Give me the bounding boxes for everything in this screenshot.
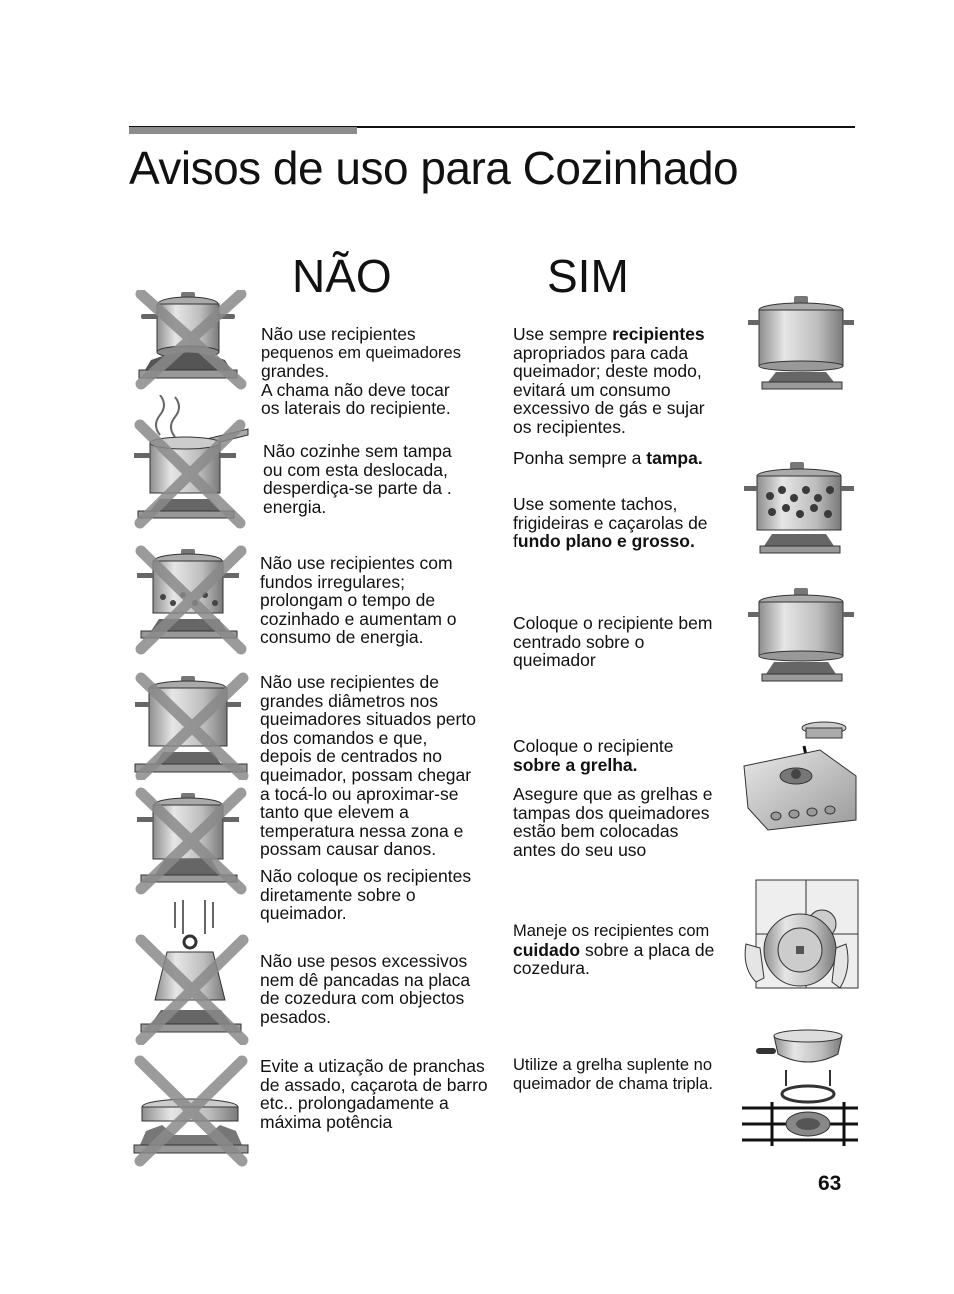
spare-grid-triple-burner-illustration	[742, 1024, 860, 1152]
centered-pot-illustration	[748, 586, 858, 690]
sim-text-on-grid: Coloque o recipiente sobre a grelha.	[513, 736, 674, 775]
hob-with-grid-illustration	[740, 716, 860, 832]
sim-text-centered: Coloque o recipiente bem centrado sobre o queimador	[513, 613, 713, 671]
page-title: Avisos de uso para Cozinhado	[129, 142, 739, 194]
pot-icon	[748, 296, 854, 371]
nao-text-direct-burner: Não coloque os recipientes diretamente sobre o queimador.	[260, 866, 472, 924]
nao-text-griddle: Evite a utização de pranchas de assado, caçarota de barro etc.. prolongadamente a máxima potência	[260, 1056, 488, 1132]
pot-icon	[744, 462, 854, 530]
sim-text-grids-placed: Asegure que as grelhas e tampas dos queimadores estão bem colocadas antes do seu uso	[513, 784, 713, 860]
nao-text-large-diameter: Não use recipientes de grandes diâmetros nos queimadores situados perto dos comandos e que, depois de centrados no queimador, possam chegar a tocá-lo ou aproximar-se tanto que elevem a temperatura nessa zona e possam causar danos.	[260, 672, 476, 860]
nao-text-no-lid: Não cozinhe sem tampa ou com esta deslocada, desperdiça-se parte da . energia.	[263, 441, 452, 517]
large-pot-near-controls-illustration	[133, 672, 251, 780]
nao-text-heavy-weights: Não use pesos excessivos nem dê pancadas na placa de cozedura com objectos pesados.	[260, 951, 471, 1027]
handle-with-care-illustration	[740, 878, 862, 1002]
nao-text-irregular-bottom: Não use recipientes com fundos irregulares; prolongam o tempo de cozinhado e aumentam o consumo de energia.	[260, 553, 457, 648]
sim-text-handle-care: Maneje os recipientes com cuidado sobre a placa de cozedura.	[513, 922, 715, 979]
sim-heading: SIM	[547, 250, 629, 302]
nao-text-small-pot: Não use recipientes pequenos em queimadores grandes. A chama não deve tocar os laterais do recipiente.	[261, 324, 461, 419]
header-accent-bar	[129, 127, 357, 134]
sim-text-spare-grid: Utilize a grelha suplente no queimador de chama tripla.	[513, 1056, 713, 1093]
griddle-plate-illustration	[132, 1055, 250, 1167]
flat-thick-bottom-pot-illustration	[744, 460, 858, 564]
irregular-bottom-pot-illustration	[133, 545, 249, 655]
sim-text-use-lid: Ponha sempre a tampa.	[513, 448, 703, 468]
heavy-weight-illustration	[133, 900, 249, 1045]
page-number: 63	[818, 1172, 842, 1195]
nao-heading: NÃO	[292, 250, 392, 302]
correct-pot-illustration	[748, 294, 858, 400]
small-pot-large-burner-illustration	[133, 290, 249, 390]
pot-directly-on-burner-illustration	[133, 785, 249, 895]
pot-icon	[748, 588, 854, 661]
sim-text-appropriate-pots: Use sempre recipientes apropriados para cada queimador; deste modo, evitará um consumo excessivo de gás e sujar os recipientes.	[513, 324, 705, 437]
sim-text-flat-bottom: Use somente tachos, frigideiras e caçarolas de fundo plano e grosso.	[513, 494, 708, 552]
pot-without-lid-illustration	[130, 395, 250, 530]
